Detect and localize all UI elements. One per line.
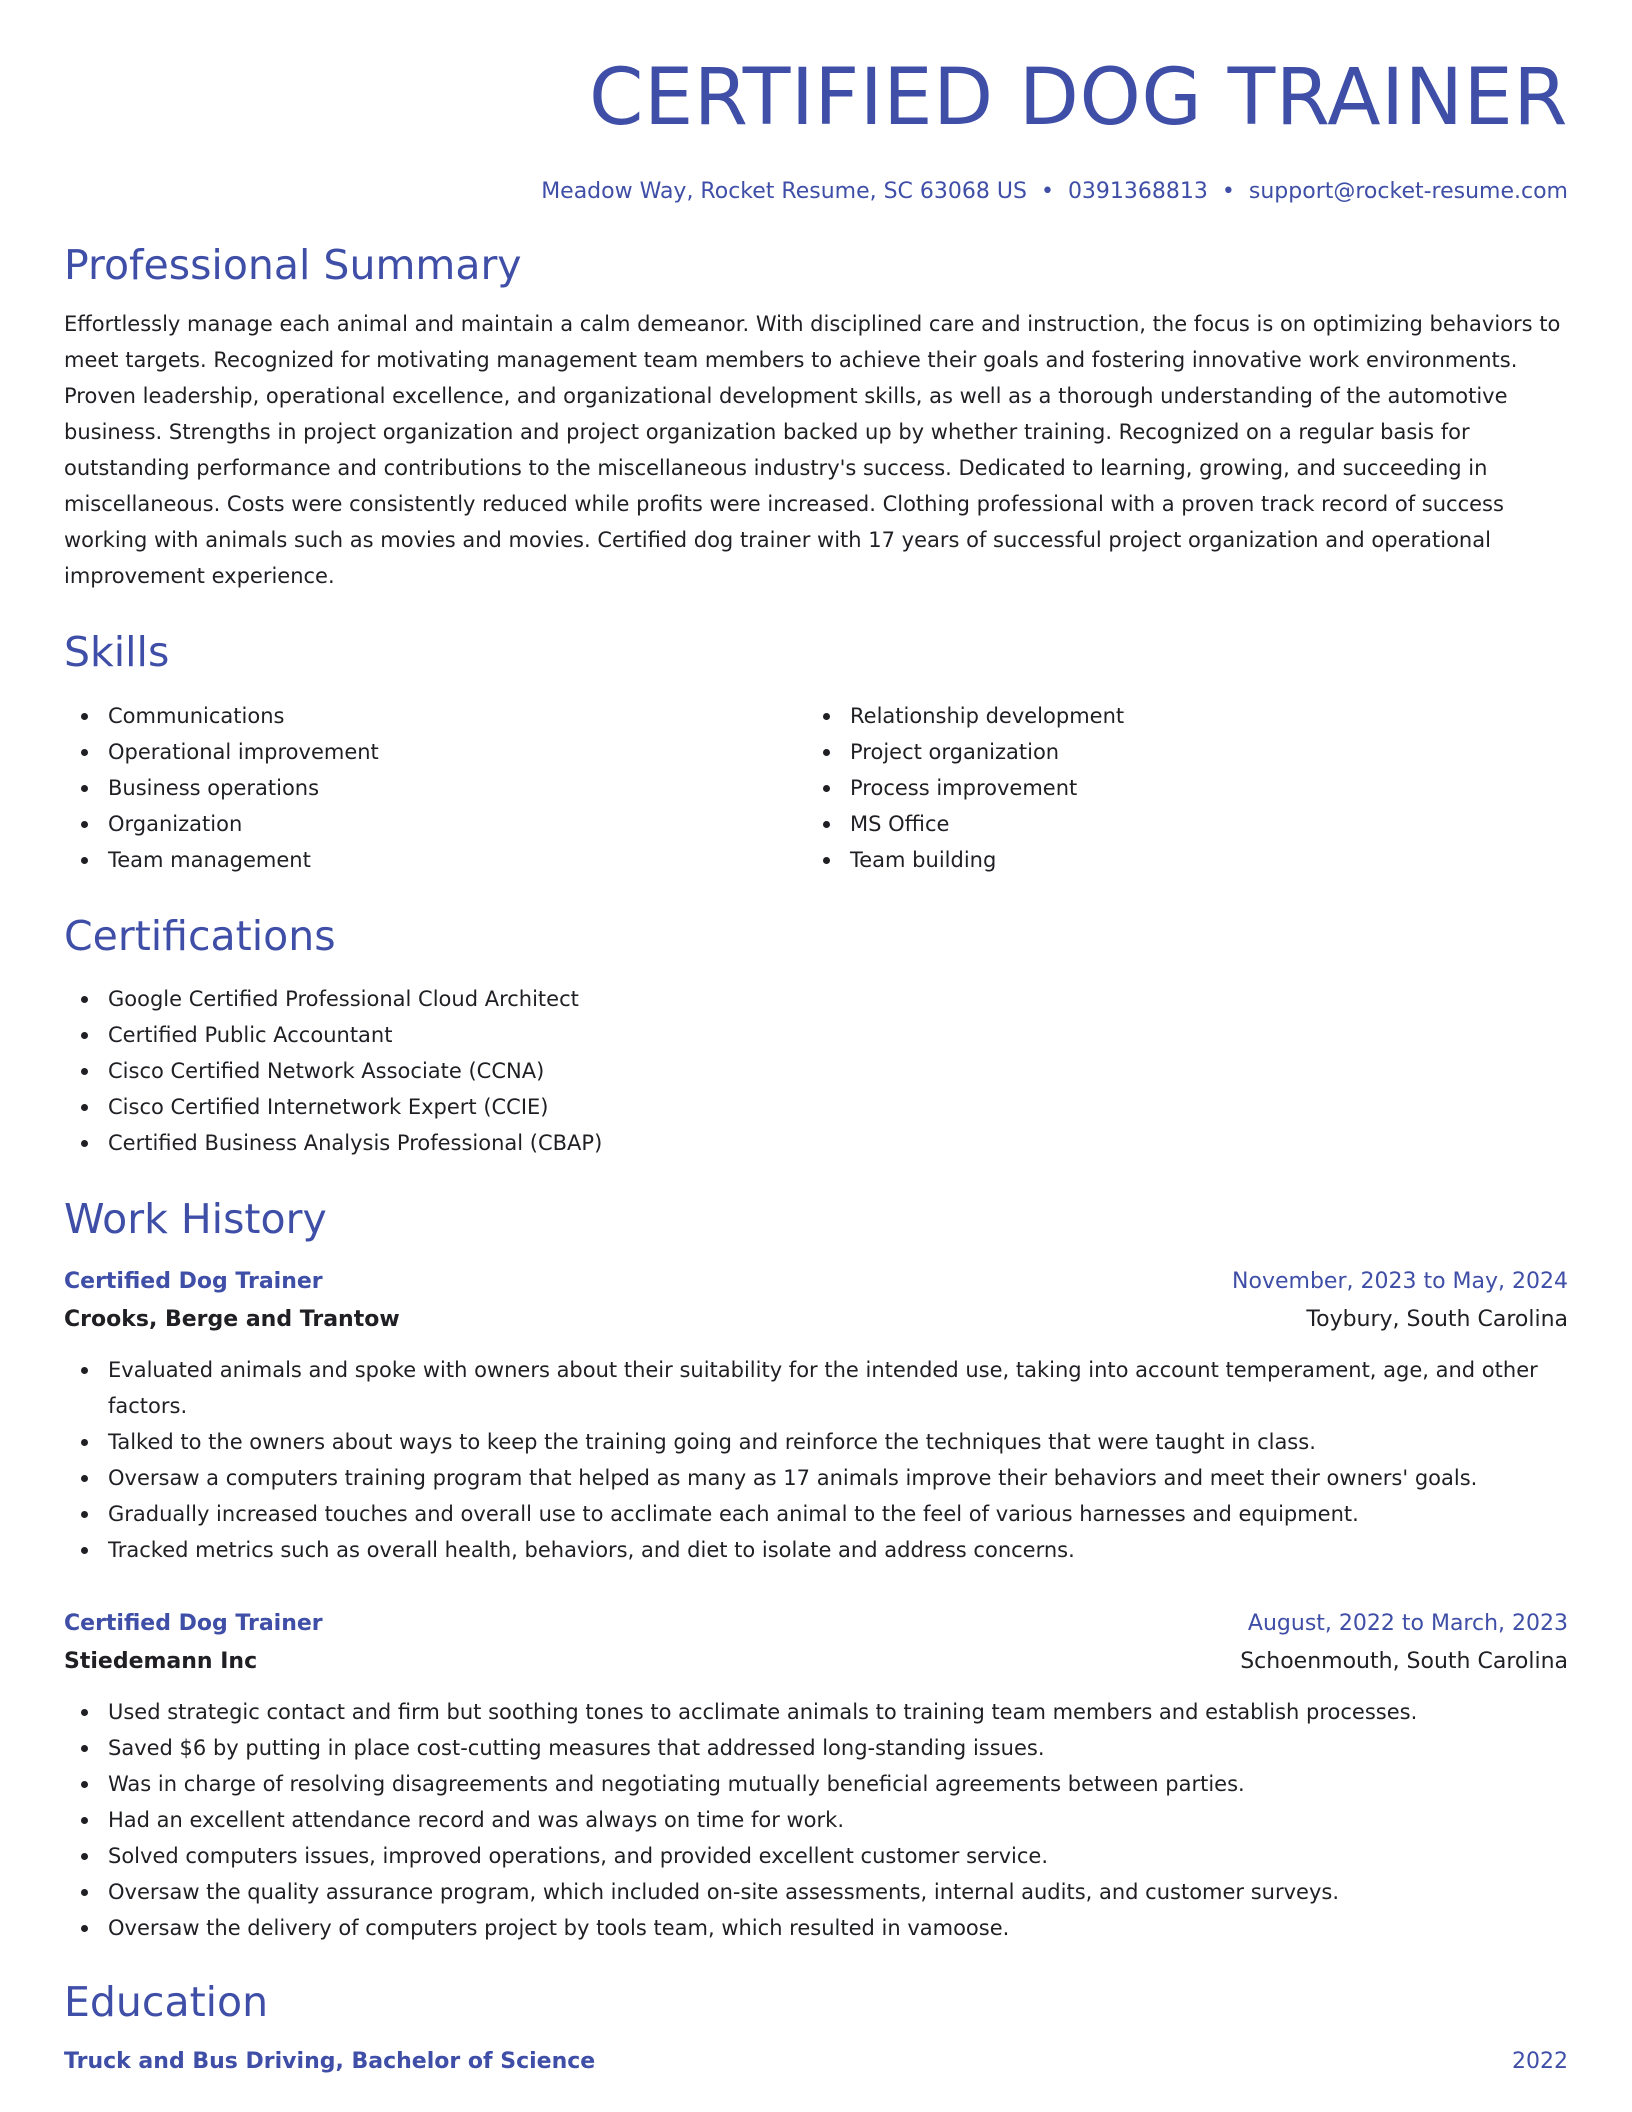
job-bullet: Saved $6 by putting in place cost-cutting measures that addressed long-standing issues. [64,1730,1568,1766]
section-title-summary: Professional Summary [64,241,522,290]
job-title: Certified Dog Trainer [64,1610,323,1636]
contact-address: Meadow Way, Rocket Resume, SC 63068 US [541,179,1027,204]
job-header-row [64,1608,1568,1640]
job-bullet: Had an excellent attendance record and was always on time for work. [64,1802,1568,1838]
skills-section [64,630,1568,877]
job-bullet: Solved computers issues, improved operations, and provided excellent customer service. [64,1838,1568,1874]
education-section [64,1977,1568,2074]
job-company: Crooks, Berge and Trantow [64,1306,400,1332]
job-bullet: Was in charge of resolving disagreements and negotiating mutually beneficial agreements between parties. [64,1766,1568,1802]
education-year: 2022 [1512,2048,1568,2074]
job-dates: November, 2023 to May, 2024 [1232,1268,1568,1294]
certification-item: Google Certified Professional Cloud Architect [64,981,1568,1017]
job-bullet: Oversaw a computers training program that helped as many as 17 animals improve their behaviors and meet their owners' goals. [64,1460,1568,1496]
job-bullet: Used strategic contact and firm but soothing tones to acclimate animals to training team members and establish processes. [64,1694,1568,1730]
skill-item: Process improvement [806,770,1548,806]
job-bullets [64,1352,1568,1568]
job-entry [64,1266,1568,1568]
skill-item: Business operations [64,770,806,806]
education-degree: Truck and Bus Driving, Bachelor of Science [64,2048,596,2074]
job-bullet: Tracked metrics such as overall health, behaviors, and diet to isolate and address concerns. [64,1532,1568,1568]
job-bullet: Gradually increased touches and overall use to acclimate each animal to the feel of various harnesses and equipment. [64,1496,1568,1532]
certification-item: Certified Business Analysis Professional (CBAP) [64,1125,1568,1161]
job-dates: August, 2022 to March, 2023 [1247,1610,1568,1636]
job-location: Schoenmouth, South Carolina [1240,1648,1568,1674]
job-employer-row [64,1298,1568,1338]
skills-list-right [806,698,1548,878]
education-entry [64,2049,1568,2074]
skill-item: MS Office [806,806,1548,842]
section-title-education: Education [64,1977,269,2026]
job-location: Toybury, South Carolina [1306,1306,1568,1332]
summary-text: Effortlessly manage each animal and maintain a calm demeanor. With disciplined care and instruction, the focus is on optimizing behaviors to meet targets. Recognized for motivating management team members to achieve their goals and fostering innovative work environments. Proven leadership, operational excellence, and organizational development skills, as well as a thorough understanding of the automotive business. Strengths in project organization and project organization backed up by whether training. Recognized on a regular basis for outstanding performance and contributions to the miscellaneous industry's success. Dedicated to learning, growing, and succeeding in miscellaneous. Costs were consistently reduced while profits were increased. Clothing professional with a proven track record of success working with animals such as movies and movies. Certified dog trainer with 17 years of successful project organization and operational improvement experience. [64,312,1561,589]
section-title-work-history: Work History [64,1194,327,1243]
skill-item: Communications [64,698,806,734]
skill-item: Team building [806,842,1548,878]
job-employer-row [64,1640,1568,1680]
certification-item: Certified Public Accountant [64,1017,1568,1053]
skills-list-left [64,698,806,878]
certification-item: Cisco Certified Network Associate (CCNA) [64,1053,1568,1089]
certifications-section [64,911,1568,1161]
contact-separator: • [1221,179,1235,204]
job-bullet: Oversaw the delivery of computers project by tools team, which resulted in vamoose. [64,1910,1568,1946]
candidate-name: CERTIFIED DOG TRAINER [589,53,1568,143]
contact-separator: • [1040,179,1054,204]
certification-item: Cisco Certified Internetwork Expert (CCIE) [64,1089,1568,1125]
section-title-skills: Skills [64,628,170,677]
job-company: Stiedemann Inc [64,1648,258,1674]
skill-item: Organization [64,806,806,842]
skills-grid [64,698,1568,878]
job-bullet: Evaluated animals and spoke with owners about their suitability for the intended use, taking into account temperament, age, and other factors. [64,1352,1568,1424]
certifications-list [64,981,1568,1161]
job-bullets [64,1694,1568,1946]
skill-item: Operational improvement [64,734,806,770]
skill-item: Team management [64,842,806,878]
job-bullet: Oversaw the quality assurance program, which included on-site assessments, internal audits, and customer surveys. [64,1874,1568,1910]
section-title-certifications: Certifications [64,911,336,960]
contact-line [64,179,1568,205]
skill-item: Project organization [806,734,1548,770]
job-header-row [64,1266,1568,1298]
resume-header [64,53,1568,205]
contact-phone[interactable]: 0391368813 [1067,179,1208,204]
job-bullet: Talked to the owners about ways to keep the training going and reinforce the techniques that were taught in class. [64,1424,1568,1460]
job-title: Certified Dog Trainer [64,1268,323,1294]
skill-item: Relationship development [806,698,1548,734]
work-history-section [64,1194,1568,1946]
summary-section [64,243,1568,594]
job-entry [64,1608,1568,1946]
contact-email[interactable]: support@rocket-resume.com [1248,179,1568,204]
